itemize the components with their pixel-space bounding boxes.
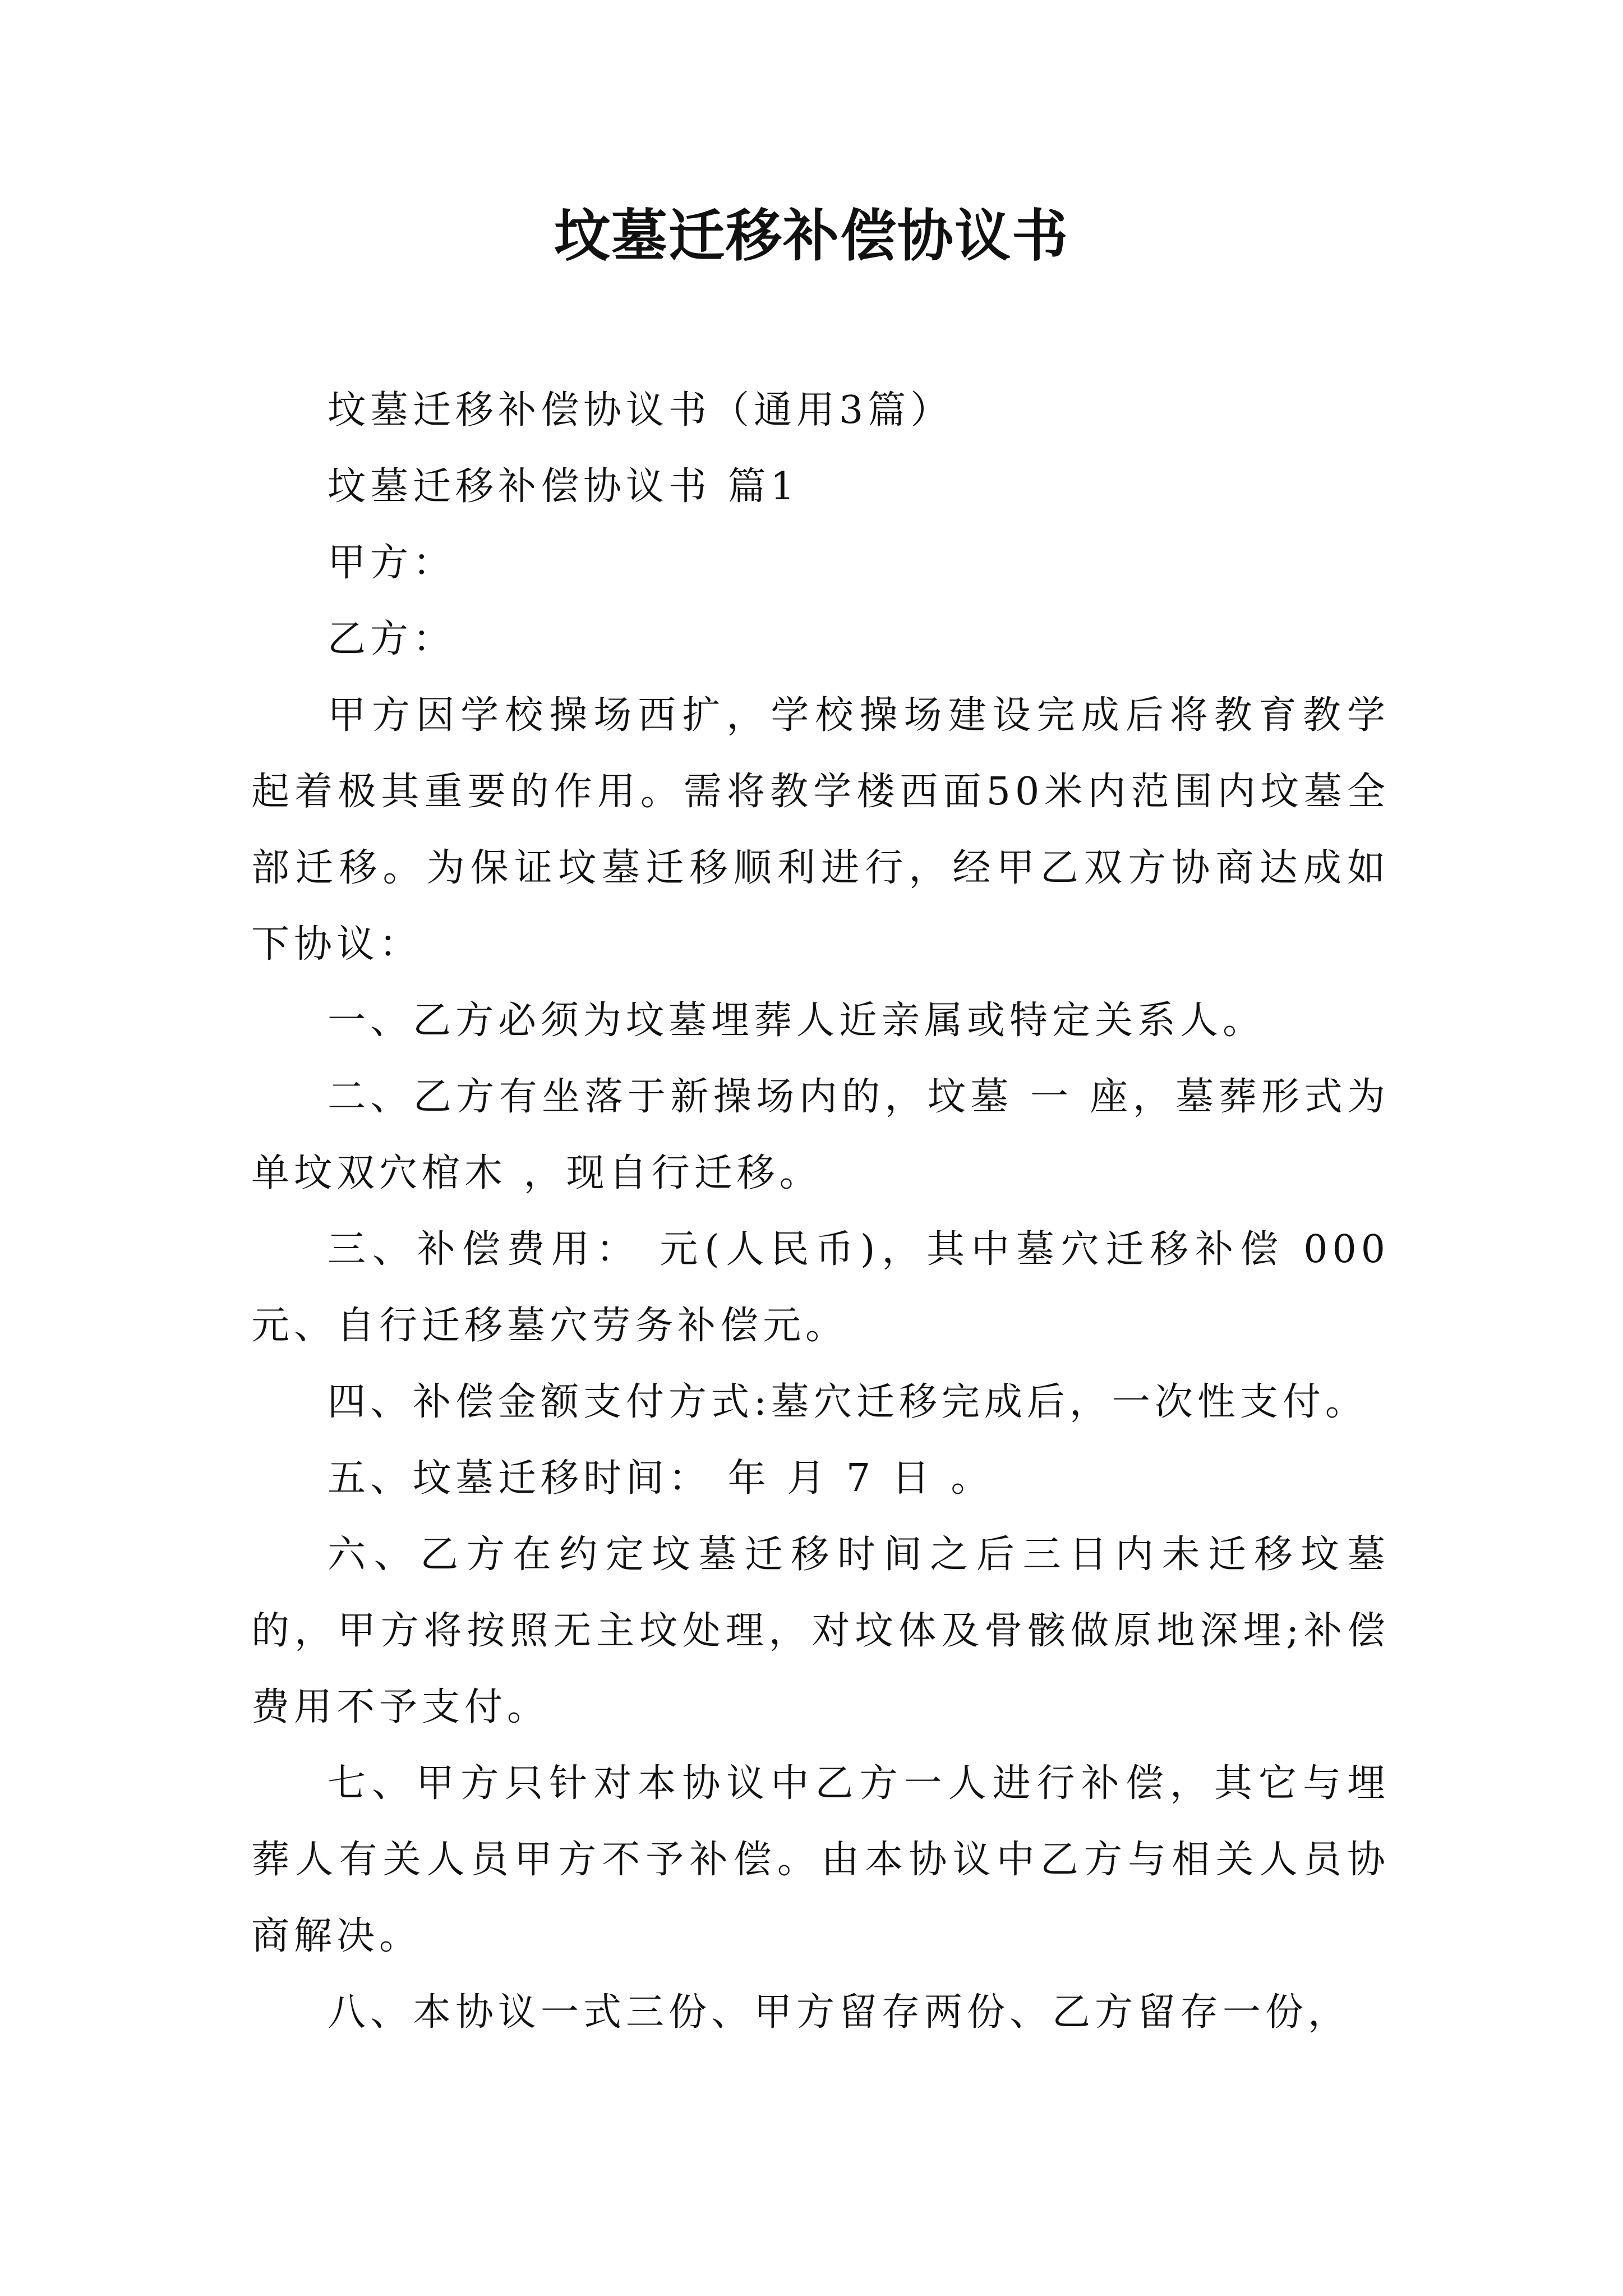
clause-4: 四、补偿金额支付方式:墓穴迁移完成后，一次性支付。 bbox=[328, 1380, 1368, 1424]
party-b-line: 乙方： bbox=[328, 617, 456, 661]
clause-8: 八、本协议一式三份、甲方留存两份、乙方留存一份， bbox=[328, 1990, 1351, 2035]
clause-7: 七、甲方只针对本协议中乙方一人进行补偿，其它与埋葬人有关人员甲方不予补偿。由本协议中乙方与相关人员协商解决。 bbox=[251, 1761, 1390, 1958]
section-heading: 坟墓迁移补偿协议书 篇1 bbox=[328, 464, 799, 509]
preamble-paragraph: 甲方因学校操场西扩，学校操场建设完成后将教育教学起着极其重要的作用。需将教学楼西面50米内范围内坟墓全部迁移。为保证坟墓迁移顺利进行，经甲乙双方协商达成如下协议： bbox=[251, 693, 1390, 967]
clause-2: 二、乙方有坐落于新操场内的，坟墓 一 座，墓葬形式为 单坟双穴棺木 ，现自行迁移。 bbox=[251, 1075, 1390, 1195]
clause-1: 一、乙方必须为坟墓埋葬人近亲属或特定关系人。 bbox=[328, 999, 1266, 1043]
subtitle-paragraph: 坟墓迁移补偿协议书（通用3篇） bbox=[328, 388, 953, 432]
document-title: 坟墓迁移补偿协议书 bbox=[554, 203, 1069, 269]
clause-5: 五、坟墓迁移时间： 年 月 7 日 。 bbox=[328, 1456, 994, 1501]
party-a-line: 甲方： bbox=[328, 541, 456, 585]
clause-6: 六、乙方在约定坟墓迁移时间之后三日内未迁移坟墓的，甲方将按照无主坟处理，对坟体及骨骸做原地深埋;补偿费用不予支付。 bbox=[251, 1533, 1390, 1729]
document-body bbox=[251, 372, 1390, 2051]
clause-3: 三、补偿费用： 元(人民币)，其中墓穴迁移补偿 000元、自行迁移墓穴劳务补偿元。 bbox=[251, 1227, 1390, 1348]
